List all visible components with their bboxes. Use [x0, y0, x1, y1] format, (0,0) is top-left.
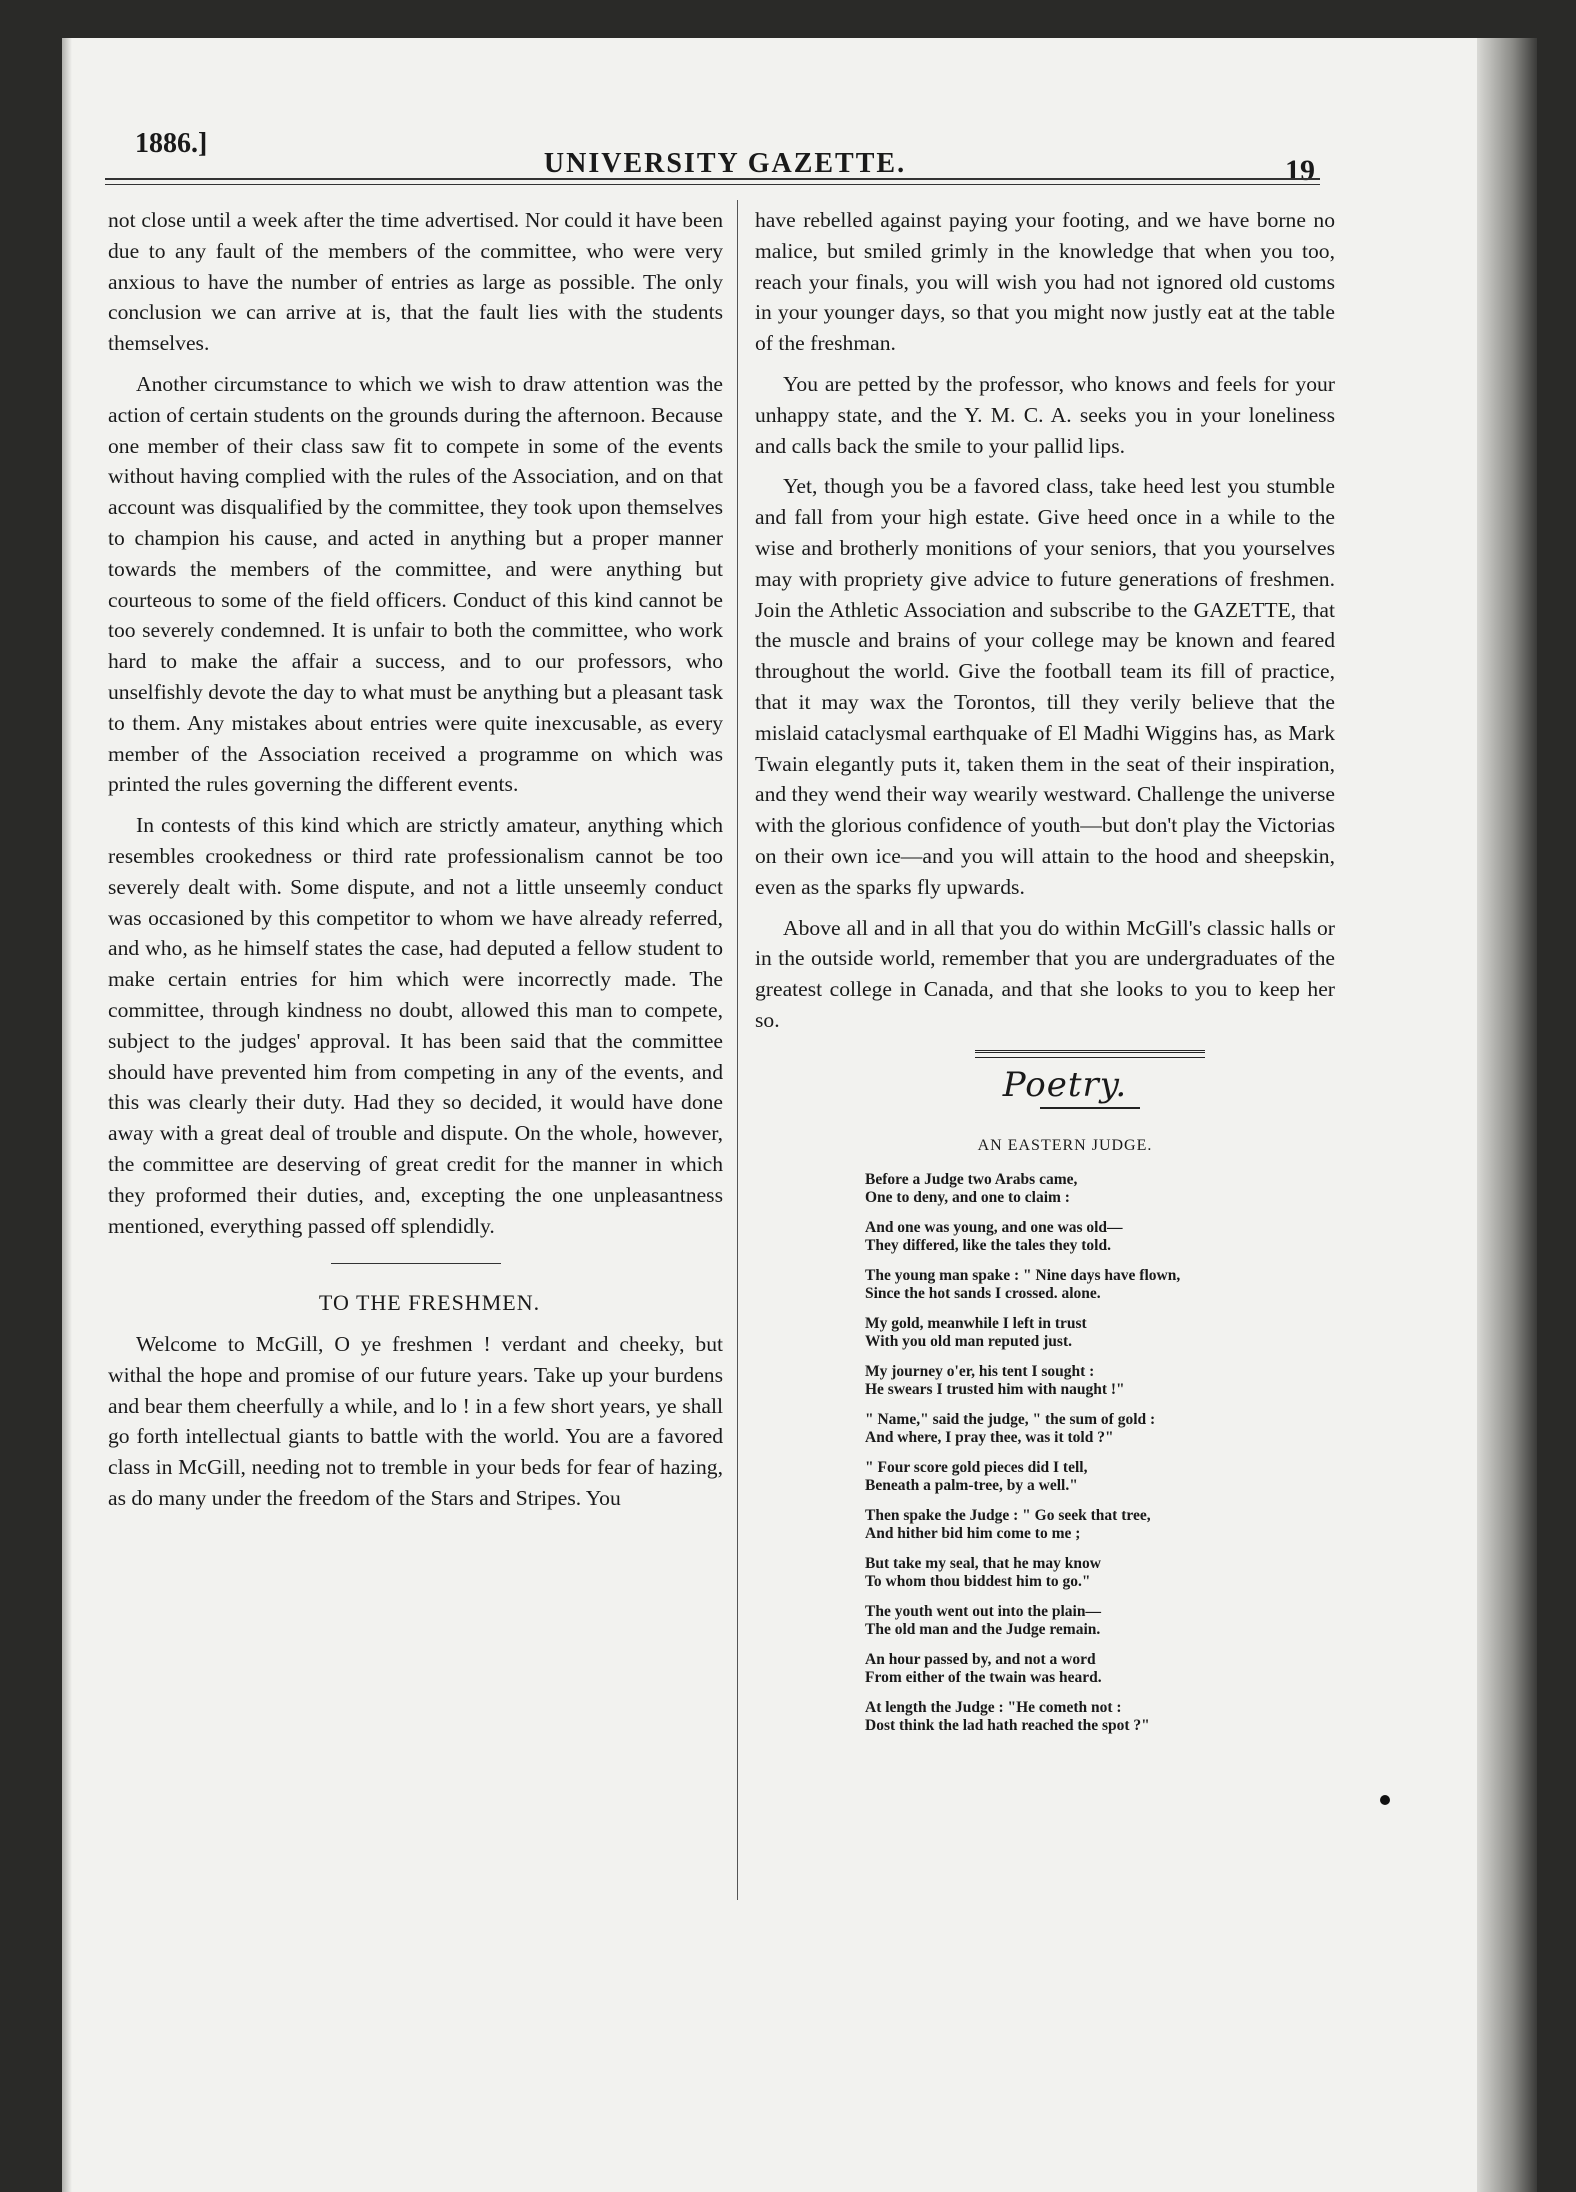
right-column [755, 205, 1335, 1747]
poem-stanza [865, 1267, 1335, 1303]
poem-line: But take my seal, that he may know [865, 1555, 1101, 1573]
poem-line: And one was young, and one was old— [865, 1219, 1123, 1237]
poem-stanza [865, 1459, 1335, 1495]
poetry-heading: Poetry. [1002, 1064, 1128, 1105]
poem-line: To whom thou biddest him to go." [865, 1573, 1091, 1591]
article-paragraph: You are petted by the professor, who knows and feels for your unhappy state, and the Y. M. C. A. seeks you in your loneliness and calls back the smile to your pallid lips. [755, 371, 1335, 458]
article-paragraph: Another circumstance to which we wish to draw attention was the action of certain students on the grounds during the afternoon. Because one member of their class saw fit to compete in some of the events without having complied with the rules of the Association, and on that account was disqualified by the committee, they took upon themselves to champion his cause, and acted in anything but a proper manner towards the members of the committee, and were anything but courteous to some of the field officers. Conduct of this kind cannot be too severely condemned. It is unfair to both the committee, who work hard to make the affair a success, and to our professors, who unselfishly devote the day to what must be anything but a pleasant task to them. Any mistakes about entries were quite inexcusable, as every member of the Association received a programme on which was printed the rules governing the different events. [108, 371, 723, 797]
poem-stanza [865, 1555, 1335, 1591]
poetry-rule [975, 1050, 1205, 1058]
freshmen-heading: TO THE FRESHMEN. [318, 1290, 541, 1316]
poem-line: And hither bid him come to me ; [865, 1525, 1081, 1543]
poem-stanza [865, 1315, 1335, 1351]
poem-stanza [865, 1219, 1335, 1255]
poem-line: Dost think the lad hath reached the spot ?" [865, 1717, 1150, 1735]
left-column [108, 205, 723, 1524]
poem-line: Then spake the Judge : " Go seek that tree, [865, 1507, 1151, 1525]
poem-stanza [865, 1651, 1335, 1687]
poem-line: Since the hot sands I crossed. alone. [865, 1285, 1101, 1303]
poem-stanza [865, 1411, 1335, 1447]
poem-stanza [865, 1603, 1335, 1639]
poem-line: Beneath a palm-tree, by a well." [865, 1477, 1078, 1495]
poem-line: He swears I trusted him with naught !" [865, 1381, 1125, 1399]
poem-line: Before a Judge two Arabs came, [865, 1171, 1078, 1189]
poem-title: AN EASTERN JUDGE. [977, 1136, 1153, 1154]
article-paragraph: Welcome to McGill, O ye freshmen ! verdant and cheeky, but withal the hope and promise of our future years. Take up your burdens and bear them cheerfully a while, and lo ! in a few short years, ye shall go forth intellectual giants to battle with the world. You are a favored class in McGill, needing not to tremble in your beds for fear of hazing, as do many under the freedom of the Stars and Stripes. You [108, 1332, 723, 1511]
poem-line: The youth went out into the plain— [865, 1603, 1101, 1621]
poem-line: " Name," said the judge, " the sum of gold : [865, 1411, 1156, 1429]
poem-line: And where, I pray thee, was it told ?" [865, 1429, 1114, 1447]
poem-line: They differed, like the tales they told. [865, 1237, 1111, 1255]
page-number: 19 [1285, 154, 1315, 187]
poem-line: At length the Judge : "He cometh not : [865, 1699, 1122, 1717]
poem-line: " Four score gold pieces did I tell, [865, 1459, 1088, 1477]
poetry-sub-rule [1040, 1107, 1140, 1109]
poem-line: The young man spake : " Nine days have flown, [865, 1267, 1181, 1285]
poem-stanza [865, 1363, 1335, 1399]
poem-line: The old man and the Judge remain. [865, 1621, 1101, 1639]
poem-body [755, 1171, 1335, 1735]
column-divider [737, 200, 738, 1900]
poem-line: From either of the twain was heard. [865, 1669, 1102, 1687]
poem-line: With you old man reputed just. [865, 1333, 1072, 1351]
publication-title: UNIVERSITY GAZETTE. [543, 148, 907, 179]
poem-line: One to deny, and one to claim : [865, 1189, 1070, 1207]
article-paragraph: not close until a week after the time advertised. Nor could it have been due to any fault of the members of the committee, who were very anxious to have the number of entries as large as possible. The only conclusion we can arrive at is, that the fault lies with the students themselves. [108, 208, 723, 356]
article-paragraph: Above all and in all that you do within McGill's classic halls or in the outside world, remember that you are undergraduates of the greatest college in Canada, and that she looks to you to keep her so. [755, 915, 1335, 1032]
page-binding-edge [1477, 38, 1537, 2192]
header-rule [105, 178, 1320, 185]
scan-speck [1380, 1795, 1390, 1805]
header-year: 1886.] [135, 128, 208, 159]
article-paragraph: have rebelled against paying your footing, and we have borne no malice, but smiled grimly in the knowledge that when you too, reach your finals, you will wish you had not ignored old customs in your younger days, so that you might now justly eat at the table of the freshman. [755, 208, 1335, 356]
section-divider [331, 1263, 501, 1264]
article-paragraph: Yet, though you be a favored class, take heed lest you stumble and fall from your high estate. Give heed once in a while to the wise and brotherly monitions of your seniors, that you yourselves may with propriety give advice to future generations of freshmen. Join the Athletic Association and subscribe to the GAZETTE, that the muscle and brains of your college may be known and feared throughout the world. Give the football team its fill of practice, that it may wax the Torontos, till they verily believe that the mislaid cataclysmal earthquake of El Madhi Wiggins has, as Mark Twain elegantly puts it, taken them in the seat of their inspiration, and they wend their way wearily westward. Challenge the universe with the glorious confidence of youth—but don't play the Victorias on their own ice—and you will attain to the hood and sheepskin, even as the sparks fly upwards. [755, 474, 1335, 899]
poem-line: My gold, meanwhile I left in trust [865, 1315, 1087, 1333]
page-header [135, 108, 1315, 187]
poem-line: My journey o'er, his tent I sought : [865, 1363, 1095, 1381]
article-paragraph: In contests of this kind which are strictly amateur, anything which resembles crookedness or third rate professionalism cannot be too severely dealt with. Some dispute, and not a little unseemly conduct was occasioned by this competitor to whom we have already referred, and who, as he himself states the case, had deputed a fellow student to make certain entries for him which were incorrectly made. The committee, through kindness no doubt, allowed this man to compete, subject to the judges' approval. It has been said that the committee should have prevented him from competing in any of the events, and this was clearly their duty. Had they so decided, it would have done away with a great deal of trouble and dispute. On the whole, however, the committee are deserving of great credit for the manner in which they proformed their duties, and, excepting the one unpleasantness mentioned, everything passed off splendidly. [108, 813, 723, 1238]
poem-stanza [865, 1171, 1335, 1207]
poem-stanza [865, 1699, 1335, 1735]
page-left-edge [62, 38, 72, 2192]
poem-stanza [865, 1507, 1335, 1543]
poem-line: An hour passed by, and not a word [865, 1651, 1096, 1669]
